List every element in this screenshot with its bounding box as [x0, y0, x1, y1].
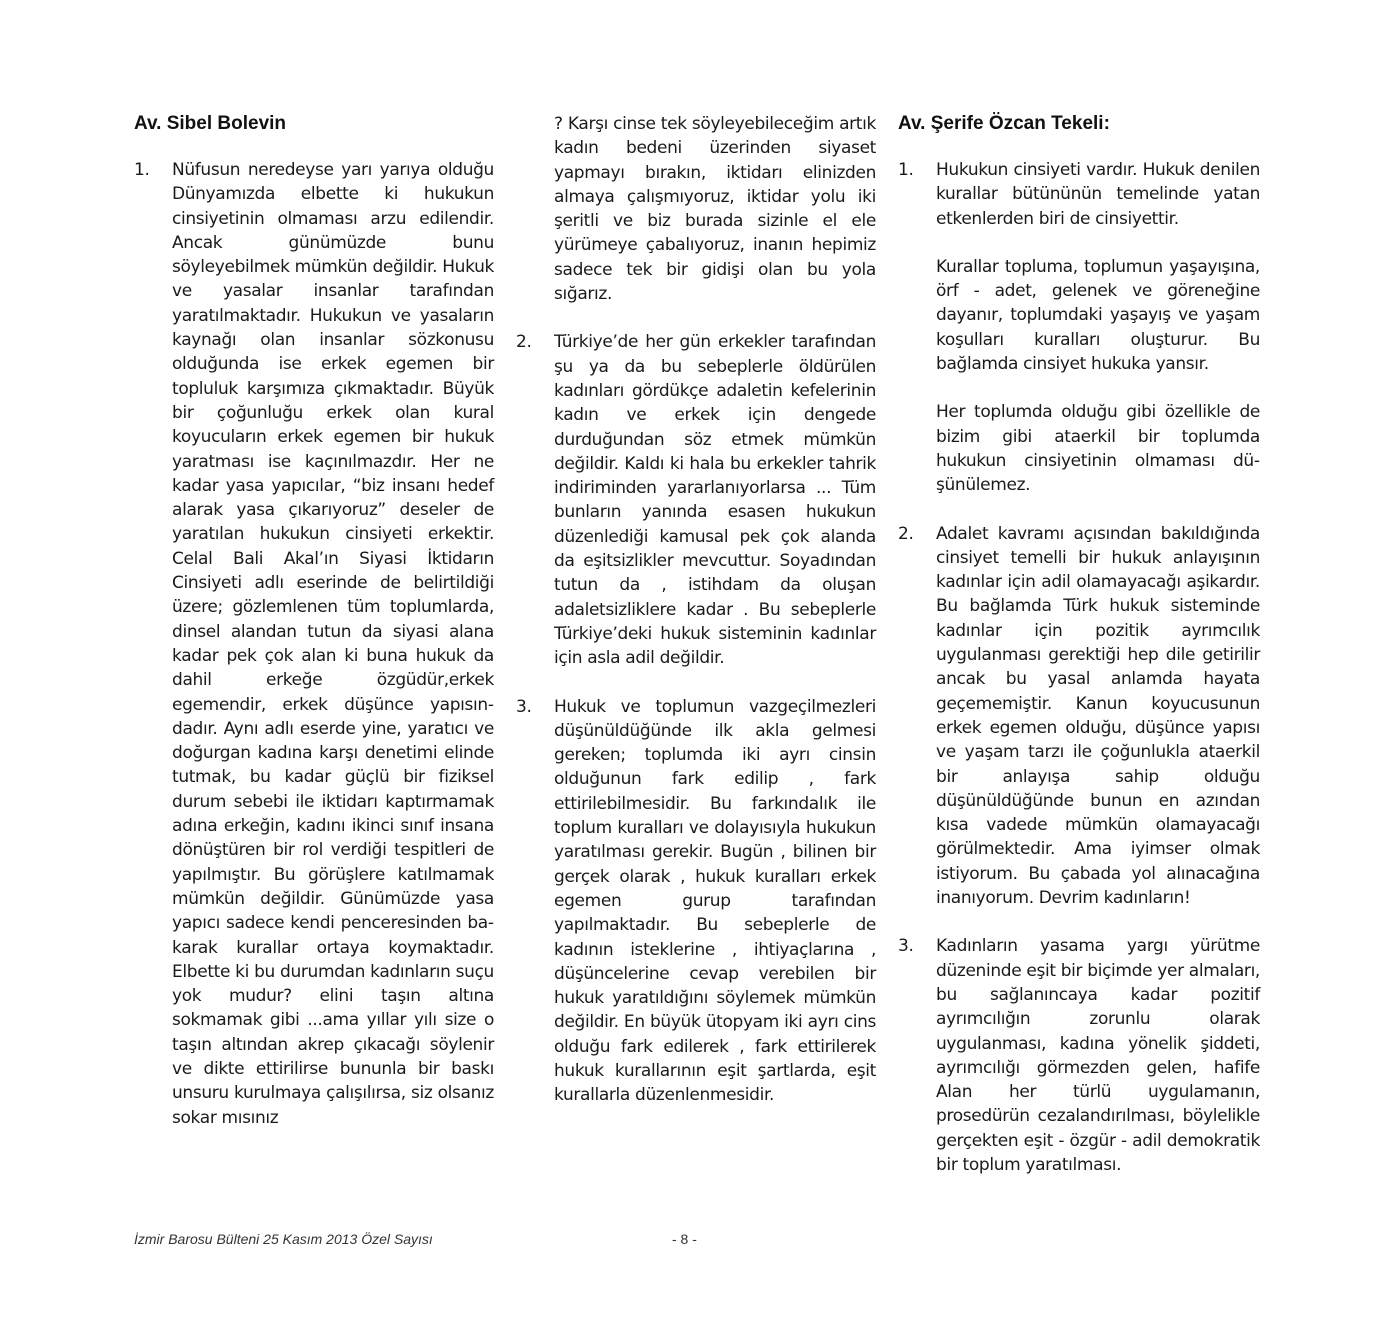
item-body: [554, 330, 876, 670]
item-body: [936, 522, 1260, 911]
page-number: - 8 -: [672, 1231, 697, 1247]
item-number: 2.: [898, 523, 914, 544]
author-heading: Av. Şerife Özcan Tekeli:: [898, 113, 1110, 134]
continuation-paragraph: ? Karşı cinse tek söyleyebileceğim artık kadın bedeni üzerinden siyaset yapmayı bırakın, iktidarı elinizden almaya çalışmıyoruz, iktidar yolu iki şeritli ve biz burada sizinle el ele yürümeye çabalıyoruz, inanın hepimiz sadece tek bir gidişi olan bu yola sığarız.: [554, 114, 876, 305]
answer-item-2: [516, 330, 876, 670]
column-right: [898, 112, 1260, 1201]
item-number: 2.: [516, 332, 532, 353]
item-number: 3.: [516, 696, 532, 717]
item-number: 3.: [898, 936, 914, 957]
paragraph: Kadınların yasama yargı yürütme düzeninde eşit bir biçimde yer almaları, bu sağlanıncaya kadar pozitif ayrımcılığın zorunlu olarak uygulanması, kadına yönelik şiddeti, ayrımcılığı görmezden gelen, hafife Alan her türlü uygulamanın, prosedürün cezalandırılması, böylelikle gerçekten eşit - özgür - adil demokratik bir toplum yaratılması.: [936, 936, 1260, 1175]
column-middle: [516, 112, 876, 1132]
answer-item-2: [898, 522, 1260, 911]
item-body: [172, 158, 494, 1130]
answer-item-1: [898, 158, 1260, 498]
paragraph: Adalet kavramı açısından bakıldığında cinsiyet temelli bir hukuk anlayışının kadınlar için adil olamayacağı aşikardır. Bu bağlamda Türk hukuk sisteminde kadınlar için pozitik ayrımcılık uygulanması gerektiği hep dile getirilir ancak bu yasal anlamda hayata geçememiştir. Kanun koyucusunun erkek egemen olduğu, düşünce yapısı ve yaşam tarzı ile çoğunlukla ataerkil bir anlayışa sahip olduğu düşünüldüğünde bunun en azından kısa vadede mümkün olamayacağı görülmektedir. Ama iyimser olmak istiyorum. Bu çabada yol alınacağına inanıyorum. Devrim kadınların!: [936, 523, 1260, 909]
column-left: [134, 112, 494, 1154]
item-number: 1.: [134, 160, 150, 180]
answer-item-1: [134, 158, 494, 1130]
answer-item-3: [898, 934, 1260, 1177]
paragraph: Hukukun cinsiyeti vardır. Hukuk denilen kurallar bütününün temelinde yatan etkenlerden biri de cinsiyettir.: [936, 160, 1260, 229]
paragraph: Her toplumda olduğu gibi özellikle de bizim gibi ataerkil bir toplumda hukukun cinsiyetinin olmaması düşünülemez.: [936, 402, 1260, 496]
item-body: [936, 158, 1260, 498]
paragraph: Türkiye’de her gün erkekler tarafından şu ya da bu sebeplerle öldürülen kadınları gördükçe adaletin kefelerinin kadın ve erkek için dengede durduğundan söz etmek mümkün değildir. Kaldı ki hala bu erkekler tahrik indiriminden yararlanıyorlarsa ... Tüm bunların yanında esasen hukukun düzenlediği kamusal pek çok alanda da eşitsizlikler mevcuttur. Soyadından tutun da , istihdam da oluşan adaletsizliklere kadar . Bu sebeplerle Türkiye’deki hukuk sisteminin kadınlar için asla adil değildir.: [554, 332, 876, 669]
paragraph: Hukuk ve toplumun vazgeçilmezleri düşünüldüğünde ilk akla gelmesi gereken; toplumda iki ayrı cinsin olduğunun fark edilip , fark ettirilebilmesidir. Bu farkındalık ile toplum kuralları ve dolayısıyla hukukun yaratılması gerekir. Bugün , bilinen bir gerçek olarak , hukuk kuralları erkek egemen gurup tarafından yapılmaktadır. Bu sebeplerle de kadının isteklerine , ihtiyaçlarına , düşüncelerine cevap verebilen bir hukuk yaratıldığını söylemek mümkün değildir. En büyük ütopyam iki ayrı cins olduğu fark edilerek , fark ettirilerek hukuk kurallarının eşit şartlarda, eşit kurallarla düzenlenmesidir.: [554, 696, 876, 1106]
answer-item-3: [516, 695, 876, 1108]
footer-publication: İzmir Barosu Bülteni 25 Kasım 2013 Özel Sayısı: [134, 1231, 433, 1247]
item-body: [936, 934, 1260, 1177]
paragraph: Kurallar topluma, toplumun yaşayışına, örf - adet, gelenek ve göreneğine dayanır, toplumdaki yaşayış ve yaşam koşulları kuralları oluşturur. Bu bağlamda cinsiyet hukuka yansır.: [936, 256, 1260, 375]
item-number: 1.: [898, 160, 914, 180]
author-heading: Av. Sibel Bolevin: [134, 113, 287, 134]
item-body: [554, 695, 876, 1108]
paragraph: Nüfusun neredeyse yarı yarıya olduğu Dünyamızda elbette ki hukukun cinsiyetinin olmaması arzu edilendir. Ancak günümüzde bunu söyleyebilmek mümkün değildir. Hukuk ve yasalar insanlar tarafından yaratılmaktadır. Hukukun ve yasaların kaynağı olan insanlar sözkonusu olduğunda ise erkek egemen bir topluluk karşımıza çıkmaktadır. Büyük bir çoğunluğu erkek olan kural koyucuların erkek egemen bir hukuk yaratması ise kaçınılmazdır. Her ne kadar yasa yapıcılar, “biz insanı hedef alarak yasa çıkarıyoruz” deseler de yaratılan hukukun cinsiyeti erkektir. Celal Bali Akal’ın Siyasi İktidarın Cinsiyeti adlı eserinde de belirtildiği üzere; gözlemlenen tüm toplumlarda, dinsel alandan tutun da siyasi alana kadar pek çok alan ki buna hukuk da dahil erkeğe özgüdür,erkek egemendir, erkek düşünce yapısındadır. Aynı adlı eserde yine, yaratıcı ve doğurgan kadına karşı denetimi elinde tutmak, bu kadar güçlü bir fiziksel durum sebebi ile iktidarı kaptırmamak adına erkeğin, kadını ikinci sınıf insana dönüştüren bir rol verdiği tespitleri de yapılmıştır. Bu görüşlere katılmamak mümkün değildir. Günümüzde yasa yapıcı sadece kendi penceresinden bakarak kurallar ortaya koymaktadır. Elbette ki bu durumdan kadınların suçu yok mudur? elini taşın altına sokmamak gibi ...ama yıllar yılı size o taşın altından akrep çıkacağı söylenir ve dikte ettirilirse bununla bir baskı unsuru kurulmaya çalışılırsa, siz olsanız sokar mısınız: [172, 160, 494, 1128]
